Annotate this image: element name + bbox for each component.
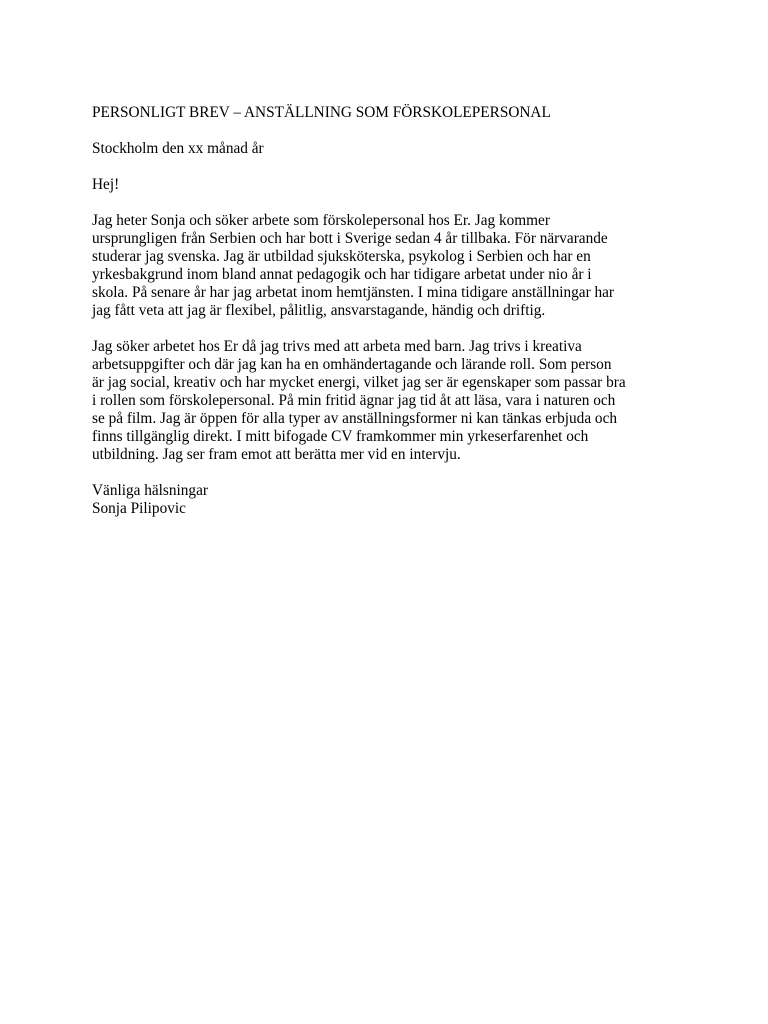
paragraph-line: skola. På senare år har jag arbetat inom hemtjänsten. I mina tidigare anställningar har: [92, 284, 615, 301]
place-date-text: Stockholm den xx månad år: [92, 140, 264, 157]
paragraph-line: Jag heter Sonja och söker arbete som förskolepersonal hos Er. Jag kommer: [92, 212, 550, 229]
place-date: [92, 140, 688, 158]
paragraph-line: finns tillgänglig direkt. I mitt bifogade CV framkommer min yrkeserfarenhet och: [92, 428, 589, 445]
greeting: [92, 176, 688, 194]
greeting-text: Hej!: [92, 176, 120, 193]
paragraph-2: [92, 338, 688, 464]
paragraph-line: utbildning. Jag ser fram emot att berätta mer vid en intervju.: [92, 446, 461, 463]
paragraph-line: studerar jag svenska. Jag är utbildad sjuksköterska, psykolog i Serbien och har en: [92, 248, 591, 265]
signature-name: Sonja Pilipovic: [92, 500, 186, 517]
closing-text: Vänliga hälsningar: [92, 482, 208, 499]
paragraph-line: se på film. Jag är öppen för alla typer av anställningsformer ni kan tänkas erbjuda och: [92, 410, 618, 427]
letter-title: PERSONLIGT BREV – ANSTÄLLNING SOM FÖRSKOLEPERSONAL: [92, 104, 551, 121]
paragraph-line: ursprungligen från Serbien och har bott i Sverige sedan 4 år tillbaka. För närvarande: [92, 230, 608, 247]
paragraph-line: yrkesbakgrund inom bland annat pedagogik och har tidigare arbetat under nio år i: [92, 266, 592, 283]
paragraph-line: i rollen som förskolepersonal. På min fritid ägnar jag tid åt att läsa, vara i naturen och: [92, 392, 616, 409]
paragraph-line: jag fått veta att jag är flexibel, pålitlig, ansvarstagande, händig och driftig.: [92, 302, 546, 319]
paragraph-1: [92, 212, 688, 320]
paragraph-line: arbetsuppgifter och där jag kan ha en omhändertagande och lärande roll. Som person: [92, 356, 612, 373]
paragraph-line: är jag social, kreativ och har mycket energi, vilket jag ser är egenskaper som passar bra: [92, 374, 626, 391]
paragraph-line: Jag söker arbetet hos Er då jag trivs med att arbeta med barn. Jag trivs i kreativa: [92, 338, 582, 355]
sign-off: [92, 482, 688, 518]
